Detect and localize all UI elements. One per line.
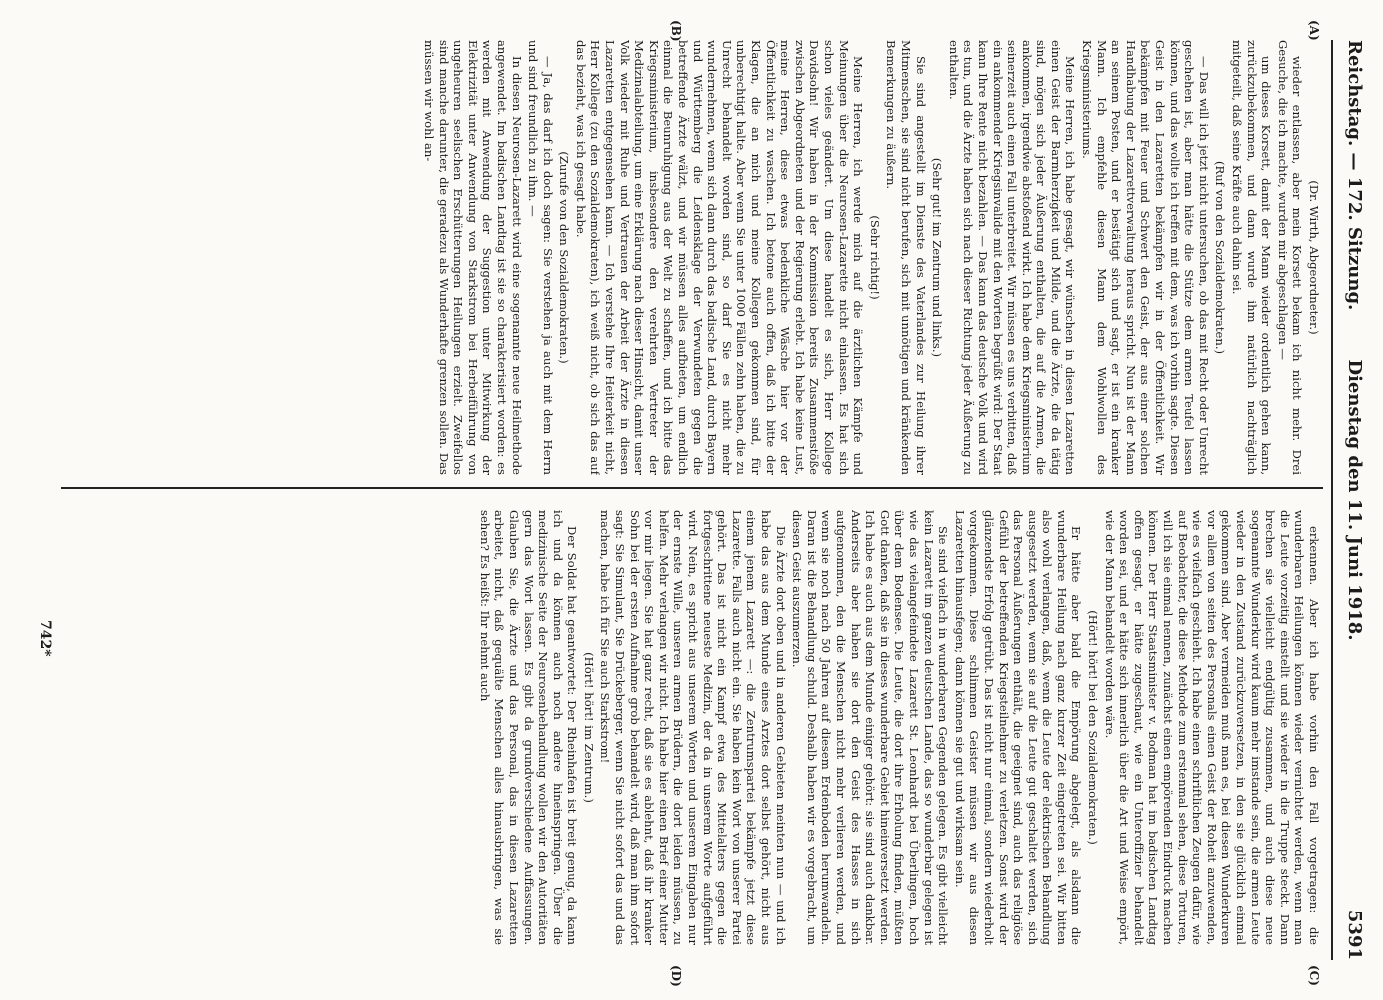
margin-marker-a: (A) — [1307, 20, 1321, 41]
margin-marker-d: (D) — [669, 965, 683, 987]
page-header — [1335, 40, 1365, 960]
paragraph: — Ja, das darf ich doch sagen: Sie verstehen ja auch mit dem Herrn und sind freundlich zu ihm. — — [526, 40, 555, 475]
paragraph: Der Soldat hat geantwortet: Der Rheinhafen ist breit genug, da kann ich und da können auch noch andere hineinspringen. Über die medizinische Seite der Neurosenbehandlung wollen wir den Autoritäten gern das Wort lassen. Es gibt da grundverschiedene Auffassungen. Glauben Sie, die Ärzte und das Personal, das in diesen Lazaretten arbeitet, nicht, daß gequälte Menschen alles hinausbringen, was sie sehen? Es heißt: Ihr nehmt auch — [477, 510, 580, 945]
interjection: (Hört! hört! bei den Sozialdemokraten.) — [1086, 610, 1101, 845]
paragraph: Meine Herren, ich habe gesagt, wir wünschen in diesen Lazaretten einen Geist der Barmherzigkeit und Milde, und die Ärzte, die da tätig sind, mögen sich jeder Äußerung enthalten, die auf die Armen, die ankommen, irgendwie abstoßend wirkt. Ich habe dem Kriegsministerium seinerzeit auch einen Fall unterbreitet. Wir müssen es uns verbitten, daß ein ankommender Kriegsinvalide mit den Worten begrüßt wird: Der Staat kann Ihre Rente nicht bezahlen. — Das kann das deutsche Volk und wird es tun, und die Ärzte haben sich nach dieser Richtung jeder Äußerung zu enthalten. — [946, 40, 1078, 475]
header-session: Reichstag. — 172. Sitzung. — [1344, 40, 1365, 311]
margin-marker-c: (C) — [1307, 965, 1321, 986]
interjection: (Sehr richtig!) — [867, 215, 882, 300]
interjection: (Ruf von den Sozialdemokraten.) — [1213, 160, 1228, 355]
margin-marker-b: (B) — [669, 20, 683, 42]
paragraph: erkennen. Aber ich habe vorhin den Fall vorgetragen: die wunderbaren Heilungen können wieder vernichtet werden, wenn man die Leute vorzeitig einstellt und sie wieder in die Truppe steckt. Dann brechen sie vielleicht endgültig zusammen, und auch diese neue sogenannte Wunderkur wird kaum mehr imstande sein, die armen Leute wieder in den Zustand zurückzuversetzen, in den sie glücklich einmal gekommen sind. Aber vermeiden muß man es, bei diesen Wunderkuren vor allem von seiten des Personals einen Geist der Roheit anzuwenden, wie es vielfach geschieht. Ich habe einen schriftlichen Zeugen dafür, wie auf Beobachter, die diese Methode zum erstenmal sehen, diese Torturen, will ich sie einmal nennen, zunächst einen empörenden Eindruck machen können. Der Herr Staatsminister v. Bodman hat im badischen Landtag offen gesagt, er hätte zugeschaut, wie ein Unteroffizier behandelt worden sei, und er hätte sich innerlich über die Art und Weise empört, wie der Mann behandelt worden wäre. — [1102, 510, 1321, 945]
paragraph: wieder entlassen, aber mein Korsett bekam ich nicht mehr. Drei Gesuche, die ich machte, wurden mir abgeschlagen — — [1275, 40, 1305, 475]
speaker-line: (Dr. Wirth, Abgeordneter.) — [1307, 180, 1321, 335]
paragraph: Sie sind angestellt im Dienste des Vaterlandes zur Heilung ihrer Mitmenschen, sie sind nicht berufen, sich mit unnötigen und kränkenden Bemerkungen zu äußern. — [884, 40, 928, 475]
left-column — [71, 40, 1321, 475]
interjection: (Hört! hört! im Zentrum.) — [581, 652, 596, 803]
header-date: Dienstag den 11. Juni 1918. — [1344, 359, 1365, 641]
right-column — [71, 510, 1321, 945]
paragraph: Die Ärzte dort oben und in anderen Gebieten meinten nun — und ich habe das aus dem Munde eines Arztes dort selbst gehört, nicht aus einem jenem Lazarett —: die Zentrumspartei bekämpfe jetzt diese Lazarette. Falls auch nicht ein. Sie haben kein Wort von unserer Partei gehört. Das ist nicht ein Kampf etwa des Mittelalters gegen die fortgeschrittene neueste Medizin, der da in unserem Worte aufgeführt wird. Nein, es spricht aus unserem Worten und unserem Eingaben nur der ernste Wille, unseren armen Brüdern, die dort leiden müssen, zu helfen. Mehr verlangen wir nicht. Ich habe hier einen Brief einer Mutter vor mir liegen. Sie hat ganz recht, daß sie es ablehnt, daß ihr kranker Sohn bei der ersten Aufnahme grob behandelt wird, daß man ihm sofort sagt: Sie Simulant, Sie Drückeberger, wenn Sie nicht sofort das und das machen, habe ich für Sie auch Starkstrom! — [598, 510, 788, 945]
interjection: (Sehr gut! im Zentrum und links.) — [930, 157, 945, 358]
paragraph: Sie sind vielfach in wunderbaren Gegenden gelegen. Es gibt vielleicht kein Lazarett im ganzen deutschen Lande, das so wunderbar gelegen ist wie das vielangefeindete Lazarett St. Leonhardt bei Überlingen, hoch über dem Bodensee. Die Leute, die dort ihre Erholung finden, müßten Gott danken, daß sie in dieses wunderbare Gebiet hineinversetzt werden. Ich habe es auch aus dem Munde einiger gehört: sie sind auch dankbar. Anderseits aber haben sie dort den Geist des Hasses in sich aufgenommen, den die Menschen nicht mehr verlieren werden, und wenn sie noch nach 50 Jahren auf diesem Erdenboden herumwandeln. Daran ist die Behandlung schuld. Deshalb haben wir es vorgebracht, um diesen Geist auszumerzen. — [790, 510, 951, 945]
column-divider — [61, 487, 1323, 489]
header-page-number: 5391 — [1344, 909, 1365, 960]
paragraph: In diesen Neurosen-Lazarett wird eine sogenannte neue Heilmethode angewendet. Im badischen Landtag ist sie so charakterisiert worden: es werden mit Anwendung der Suggestion unter Mitwirkung der Elektrizität unter Anwendung von Starkstrom bei Herbeiführung von ungeheuren seelischen Erschütterungen Heilungen erzielt. Zweifellos sind manche darunter, die geradezu als Wunderhafte grenzen sollen. Das müssen wir wohl an- — [421, 40, 524, 475]
paragraph: Meine Herren, ich werde mich auf die ärztlichen Kämpfe und Meinungen über die Neurosen-Lazarette nicht einlassen. Es hat sich schon vieles geändert. Um diese handelt es sich, Herr Kollege Davidsohn! Wir haben in der Kommission bereits Zusammenstöße zwischen Abgeordneten und der Regierung erlebt. Ich habe keine Lust, meine Herren, diese etwas bedenkliche Wäsche hier vor der Öffentlichkeit zu waschen. Ich betone auch offen, daß ich bitte der Klagen, die an mich und meine Kollegen gekommen sind, für unberechtigt halte. Aber wenn Sie unter 1000 Fällen zehn haben, die zu Unrecht behandelt worden sind, so darf Sie es nicht mehr wundernehmen, wenn sich dann durch das badische Land, durch Bayern und Württemberg die Leidensklage der Verwundeten gegen die betreffende Ärzte wälzt, und wir müssen alles aufbieten, um endlich einmal die Beunruhigung aus der Welt zu schaffen, und ich bitte das Kriegsministerium, insbesondere den verehrten Vertreter der Medizinalabteilung, um eine Erklärung nach dieser Hinsicht, damit unser Volk wieder mit Ruhe und Vertrauen der Arbeit der Ärzte in diesen Lazaretten entgegensehen kann. — Ich verstehe Ihre Heiterkeit nicht, Herr Kollege (zu den Sozialdemokraten), ich weiß nicht, ob sich das auf das bezieht, was ich gesagt habe. — [573, 40, 866, 475]
header-rule — [1331, 40, 1333, 960]
paragraph: um dieses Korsett, damit der Mann wieder ordentlich gehen kann, zurückzubekommen, und dann wurde ihm natürlich nachträglich mitgeteilt, daß seine Kräfte auch dahin sei. — [1230, 40, 1274, 475]
interjection: (Zurufe von den Sozialdemokraten.) — [557, 151, 572, 364]
footer-page-number: 742* — [37, 620, 53, 657]
paragraph: Er hätte aber bald die Empörung abgelegt, als alsdann die wunderbare Heilung nach ganz kurzer Zeit eingetreten sei. Wir bitten also wohl verlangen, daß, wenn die Leute der elektrischen Behandlung ausgesetzt werden, wenn sie auf die Leute gut geschaltet werden, sich das Personal Äußerungen enthält, die geeignet sind, auch das religiöse Gefühl der betreffenden Kriegsteilnehmer zu verletzen. Sonst wird der glänzendste Erfolg getrübt. Das ist nicht nur einmal, sondern wiederholt vorgekommen. Diese schlimmen Geister müssen wir aus diesen Lazaretten hinausfegen; dann können sie gut und wirksam sein. — [952, 510, 1084, 945]
paragraph: — Das will ich jetzt nicht untersuchen, ob das mit Recht oder Unrecht geschehen ist, aber man hätte die Stütze dem armen Teufel lassen können, und das wollte ich treffen mit dem, was ich vorhin sagte. Diesen Geist in den Lazaretten bekämpfen wir in der Öffentlichkeit. Wir bekämpfen mit Feuer und Schwert den Geist, der aus einer solchen Handhabung der Lazarettverwaltung heraus spricht. Nun ist der Mann an seinem Posten, und er bestätigt sich und sagt, er ist ein kranker Mann. Ich empfehle diesen Mann dem Wohlwollen des Kriegsministeriums. — [1080, 40, 1211, 475]
